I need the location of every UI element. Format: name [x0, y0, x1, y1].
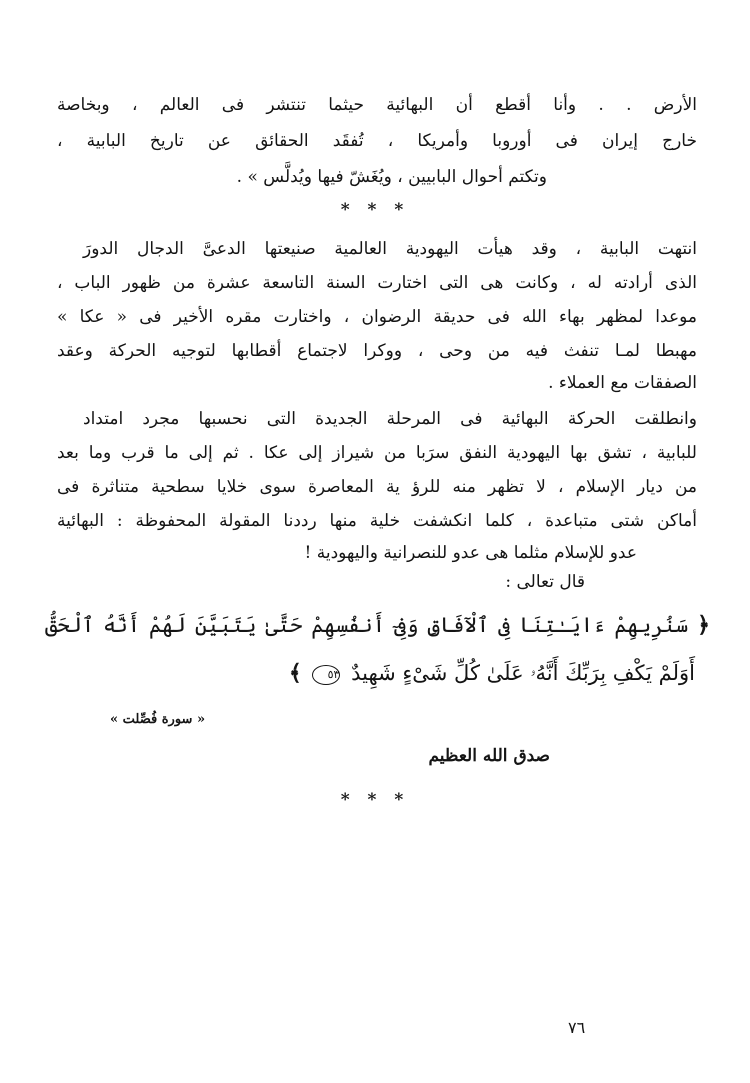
verse-text-1: سَنُرِيهِمْ ءَايَـٰتِنَا فِى ٱلْآفَاقِ وَفِىٓ أَنفُسِهِمْ حَتَّىٰ يَتَبَيَّنَ لَهُمْ أَنَّهُ ٱلْحَقُّ — [45, 613, 689, 637]
para3-line-2: للبابية ، تشق بها اليهودية النفق سرَبا من شيراز إلى عكا . ثم إلى ما قرب وما بعد — [57, 443, 697, 463]
para3-line-3: من ديار الإسلام ، لا تظهر منه للرؤ ية المعاصرة سوى خلايا سطحية متناثرة فى — [57, 477, 697, 497]
closing-phrase: صدق الله العظيم — [428, 746, 550, 766]
separator-stars: * * * — [340, 200, 410, 220]
para3-line-5: عدو للإسلام مثلما هى عدو للنصرانية واليهودية ! — [304, 543, 637, 563]
verse-line-1 — [45, 608, 710, 642]
para2-line-5: الصفقات مع العملاء . — [548, 373, 697, 393]
separator-stars-2: * * * — [340, 790, 410, 810]
para1-line-1: الأرض . . وأنا أقطع أن البهائية حيثما تنتشر فى العالم ، وبخاصة — [57, 95, 697, 115]
para2-line-1: انتهت البابية ، وقد هيأت اليهودية العالمية صنيعتها الدعىَّ الدجال الدورَ — [83, 239, 697, 259]
page-number: ٧٦ — [568, 1018, 586, 1037]
para2-line-2: الذى أرادته له ، وكانت هى التى اختارت السنة التاسعة عشرة من ظهور الباب ، — [57, 273, 697, 293]
para3-line-1: وانطلقت الحركة البهائية فى المرحلة الجديدة التى نحسبها مجرد امتداد — [83, 409, 697, 429]
verse-line-2 — [289, 656, 695, 690]
para3-line-4: أماكن شتى متباعدة ، كلما انكشفت خلية منها رددنا المقولة المحفوظة : البهائية — [57, 511, 697, 531]
ayah-number-marker: ٥٣ — [312, 665, 340, 685]
verse-text-2: أَوَلَمْ يَكْفِ بِرَبِّكَ أَنَّهُۥ عَلَىٰ كُلِّ شَىْءٍ شَهِيدٌ — [351, 661, 695, 685]
para1-line-2: خارج إيران فى أوروبا وأمريكا ، تُفقَد الحقائق عن تاريخ البابية ، — [57, 131, 697, 151]
para1-line-3: وتكتم أحوال البابيين ، ويُغَشّ فيها ويُدلَّس » . — [236, 167, 547, 187]
surah-reference: « سورة فُصِّلت » — [110, 712, 206, 727]
verse-open-bracket: ﴿ — [697, 612, 710, 638]
para2-line-4: مهبطا لمـا تنفث فيه من وحى ، ووكرا لاجتماع أقطابها لتوجيه الحركة وعقد — [57, 341, 697, 361]
quote-intro: قال تعالى : — [505, 572, 585, 592]
verse-close-bracket: ﴾ — [288, 660, 302, 686]
para2-line-3: موعدا لمظهر بهاء الله فى حديقة الرضوان ، واختارت مقره الأخير فى « عكا » — [57, 307, 697, 327]
